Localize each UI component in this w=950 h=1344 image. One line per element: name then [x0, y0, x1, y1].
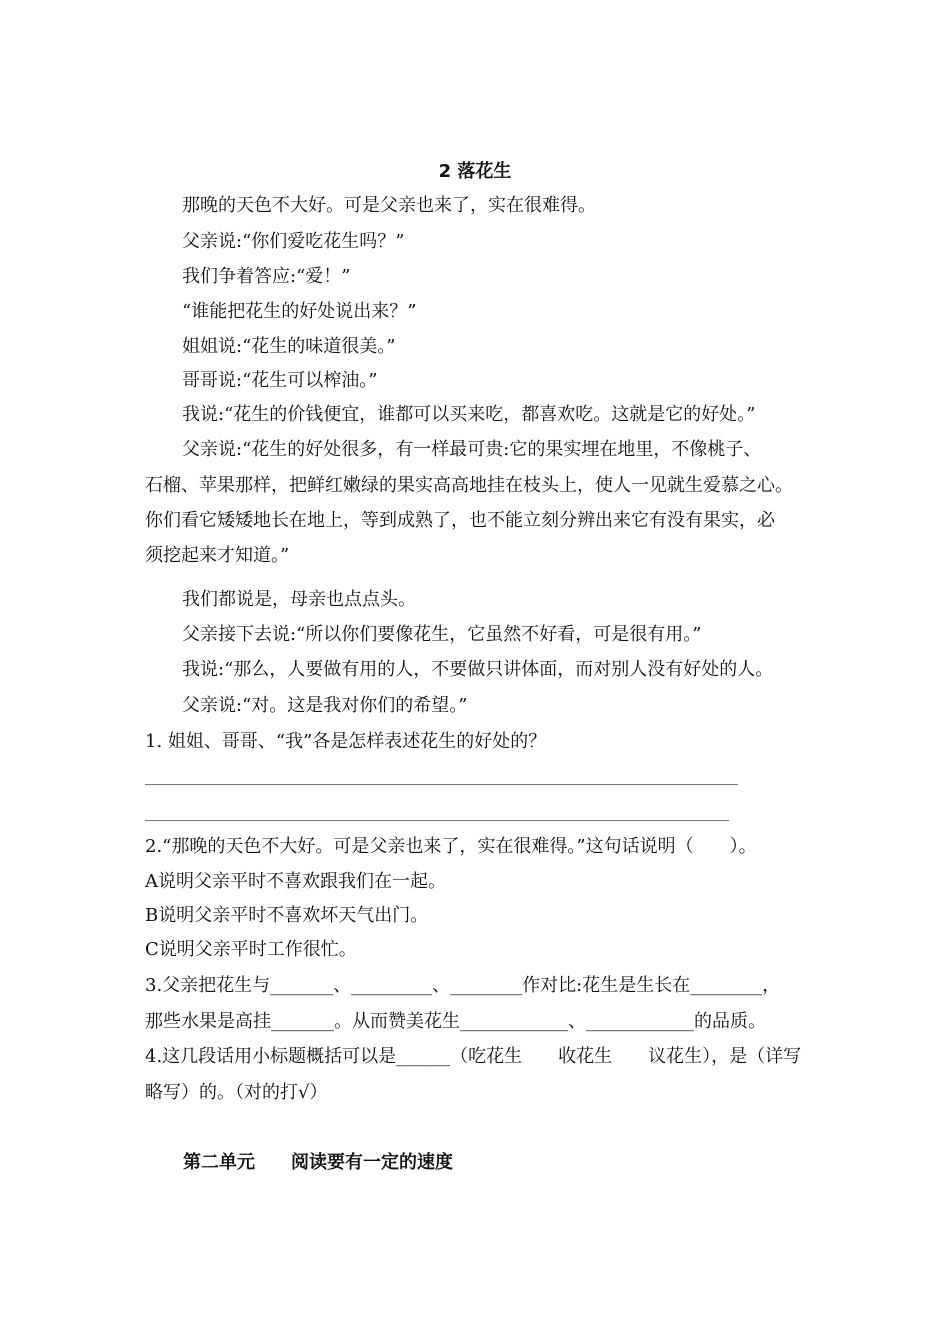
question-2: 2.“那晚的天色不大好。可是父亲也来了，实在很难得。”这句话说明（ ）。: [145, 836, 757, 857]
story-paragraph: 我说:“花生的价钱便宜，谁都可以买来吃，都喜欢吃。这就是它的好处。”: [182, 404, 756, 425]
story-paragraph: 父亲接下去说:“所以你们要像花生，它虽然不好看，可是很有用。”: [182, 624, 702, 645]
answer-line-2[interactable]: [145, 820, 729, 821]
story-paragraph: 父亲说:“你们爱吃花生吗？”: [182, 231, 405, 252]
question-4: 4.这几段话用小标题概括可以是______（吃花生 收花生 议花生），是（详写: [145, 1046, 802, 1067]
story-paragraph: 我们争着答应:“爱！”: [182, 266, 351, 287]
unit-heading: 第二单元 阅读要有一定的速度: [183, 1152, 453, 1173]
story-paragraph: 我们都说是，母亲也点点头。: [182, 589, 416, 610]
story-paragraph-continued: 石榴、苹果那样，把鲜红嫩绿的果实高高地挂在枝头上，使人一见就生爱慕之心。: [145, 475, 793, 496]
story-paragraph: 我说:“那么，人要做有用的人，不要做只讲体面，而对别人没有好处的人。: [182, 659, 774, 680]
story-paragraph-continued: 须挖起来才知道。”: [145, 545, 290, 566]
lesson-title: 2 落花生: [438, 161, 512, 182]
story-paragraph: 父亲说:“花生的好处很多，有一样最可贵:它的果实埋在地里，不像桃子、: [182, 439, 762, 460]
question-1: 1. 姐姐、哥哥、“我”各是怎样表述花生的好处的？: [145, 731, 547, 752]
story-paragraph: 父亲说:“对。这是我对你们的希望。”: [182, 695, 468, 716]
answer-line-1[interactable]: [145, 784, 738, 785]
question-3-continued: 那些水果是高挂_______。从而赞美花生____________、____________的品质。: [145, 1011, 766, 1032]
question-2-option-b: B说明父亲平时不喜欢坏天气出门。: [145, 905, 429, 926]
question-2-option-a: A说明父亲平时不喜欢跟我们在一起。: [145, 871, 446, 892]
story-paragraph: 那晚的天色不大好。可是父亲也来了，实在很难得。: [182, 195, 596, 216]
question-4-continued: 略写）的。（对的打√）: [145, 1082, 328, 1103]
question-2-option-c: C说明父亲平时工作很忙。: [145, 939, 357, 960]
question-3: 3.父亲把花生与_______、_________、________作对比:花生是生长在________，: [145, 975, 781, 996]
story-paragraph: “谁能把花生的好处说出来？”: [182, 301, 417, 322]
story-paragraph: 姐姐说:“花生的味道很美。”: [182, 336, 396, 357]
story-paragraph: 哥哥说:“花生可以榨油。”: [182, 370, 378, 391]
story-paragraph-continued: 你们看它矮矮地长在地上，等到成熟了，也不能立刻分辨出来它有没有果实，必: [145, 510, 775, 531]
